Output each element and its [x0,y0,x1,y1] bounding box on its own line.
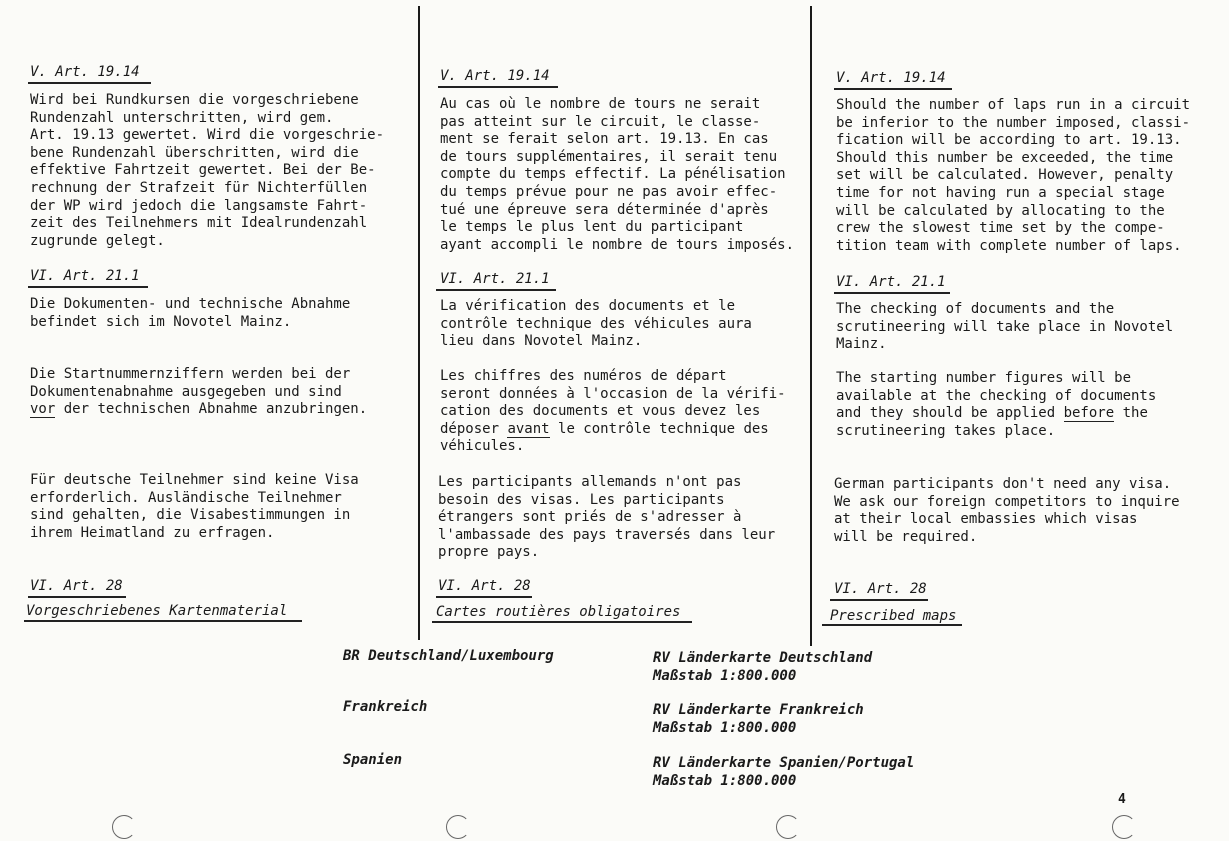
fr-underlined-avant: avant [507,420,550,437]
de-heading-art-21-1: VI. Art. 21.1 [30,268,140,284]
de-heading-kartenmaterial: Vorgeschriebenes Kartenmaterial [26,603,288,619]
fr-heading-cartes: Cartes routières obligatoires [436,604,681,620]
de-paragraph-startnummern: Die Startnummernziffern werden bei der Dokumentenabnahme ausgegeben und sind [30,366,351,400]
map-country: Spanien [343,752,403,768]
binder-hole [112,815,136,839]
en-heading-art-28: VI. Art. 28 [834,581,927,597]
en-paragraph-visa: German participants don't need any visa. We ask our foreign competitors to inquire at their local embassies which visas will be required. [834,476,1180,545]
de-heading-underline [28,82,151,84]
en-paragraph-checking: The checking of documents and the scrutineering will take place in Novotel Mainz. [836,301,1174,353]
fr-paragraph-visas: Les participants allemands n'ont pas besoin des visas. Les participants étrangers sont priés de s'adresser à l'ambassade des pays traversés dans leur propre pays. [438,474,776,561]
page-number: 4 [1118,792,1126,807]
de-paragraph-startnummern-end [30,401,367,419]
fr-heading-underline [436,289,556,291]
en-heading-underline [830,599,928,601]
fr-paragraph-verification: La vérification des documents et le contrôle technique des véhicules aura lieu dans Novotel Mainz. [440,298,752,350]
de-heading-underline [24,620,302,622]
en-paragraph-starting-numbers [836,370,1156,440]
map-country: BR Deutschland/Luxembourg [343,648,554,664]
fr-heading-art-19-14: V. Art. 19.14 [440,68,550,84]
column-divider-left [418,6,420,640]
de-startnummern-rest: der technischen Abnahme anzubringen. [55,401,368,417]
de-paragraph-abnahme: Die Dokumenten- und technische Abnahme befindet sich im Novotel Mainz. [30,296,351,330]
map-title: RV Länderkarte Deutschland Maßstab 1:800.000 [653,650,873,684]
fr-chiffres-rest: le contrôle technique des véhicules. [440,420,769,455]
fr-paragraph-chiffres [440,368,786,456]
binder-hole [776,815,800,839]
de-heading-underline [28,596,126,598]
en-starting-start: The starting number figures will be available at the checking of documents and they should be applied [836,370,1157,422]
map-title: RV Länderkarte Spanien/Portugal Maßstab 1:800.000 [653,755,915,789]
de-paragraph-art-19-14: Wird bei Rundkursen die vorgeschriebene Rundenzahl unterschritten, wird gem. Art. 19.13 gewertet. Wird die vorgeschrie- bene Rundenzahl überschritten, wird die effektive Fahrtzeit gewertet. Bei der Be- rechnung der Strafzeit für Nichterfüllen der WP wird jedoch die langsamste Fahrt- zeit des Teilnehmers mit Idealrundenzahl zugrunde gelegt. [30,92,385,249]
de-heading-underline [28,286,148,288]
map-title: RV Länderkarte Frankreich Maßstab 1:800.000 [653,702,864,736]
en-heading-prescribed-maps: Prescribed maps [830,608,957,624]
fr-heading-underline [436,596,532,598]
de-heading-art-19-14: V. Art. 19.14 [30,64,140,80]
en-heading-underline [822,624,962,626]
fr-heading-underline [432,621,692,623]
en-heading-art-19-14: V. Art. 19.14 [836,70,946,86]
de-underlined-vor: vor [30,401,56,417]
column-divider-right [810,6,812,646]
en-heading-underline [834,88,952,90]
binder-hole [446,815,470,839]
en-heading-underline [834,292,950,294]
en-starting-rest: the scrutineering takes place. [836,405,1148,439]
en-paragraph-art-19-14: Should the number of laps run in a circuit be inferior to the number imposed, classi- fication will be according to art. 19.13. Should this number be exceeded, the time set will be calculated. However, penalty time for not having run a special stage will be calculated by allocating to the crew the slowest time set by the compe- tition team with complete number of laps. [836,97,1191,254]
en-heading-art-21-1: VI. Art. 21.1 [836,274,946,290]
de-heading-art-28: VI. Art. 28 [30,578,123,594]
map-country: Frankreich [343,699,428,715]
de-paragraph-visa: Für deutsche Teilnehmer sind keine Visa erforderlich. Ausländische Teilnehmer sind gehalten, die Visabestimmungen in ihrem Heimatland zu erfragen. [30,472,359,541]
fr-paragraph-art-19-14: Au cas où le nombre de tours ne serait pas atteint sur le circuit, le classe- ment se ferait selon art. 19.13. En cas de tours supplémentaires, il serait tenu compte du temps effectif. La pénélisation du temps prévue pour ne pas avoir effec- tué une épreuve sera déterminée d'après le temps le plus lent du participant ayant accompli le nombre de tours imposés. [440,96,795,253]
binder-hole [1112,815,1136,839]
en-underlined-before: before [1063,405,1115,422]
fr-heading-underline [438,86,558,88]
fr-heading-art-21-1: VI. Art. 21.1 [440,271,550,287]
fr-chiffres-start: Les chiffres des numéros de départ seront données à l'occasion de la vérifi- cation des documents et vous devez les déposer [440,368,786,437]
fr-heading-art-28: VI. Art. 28 [438,578,531,594]
